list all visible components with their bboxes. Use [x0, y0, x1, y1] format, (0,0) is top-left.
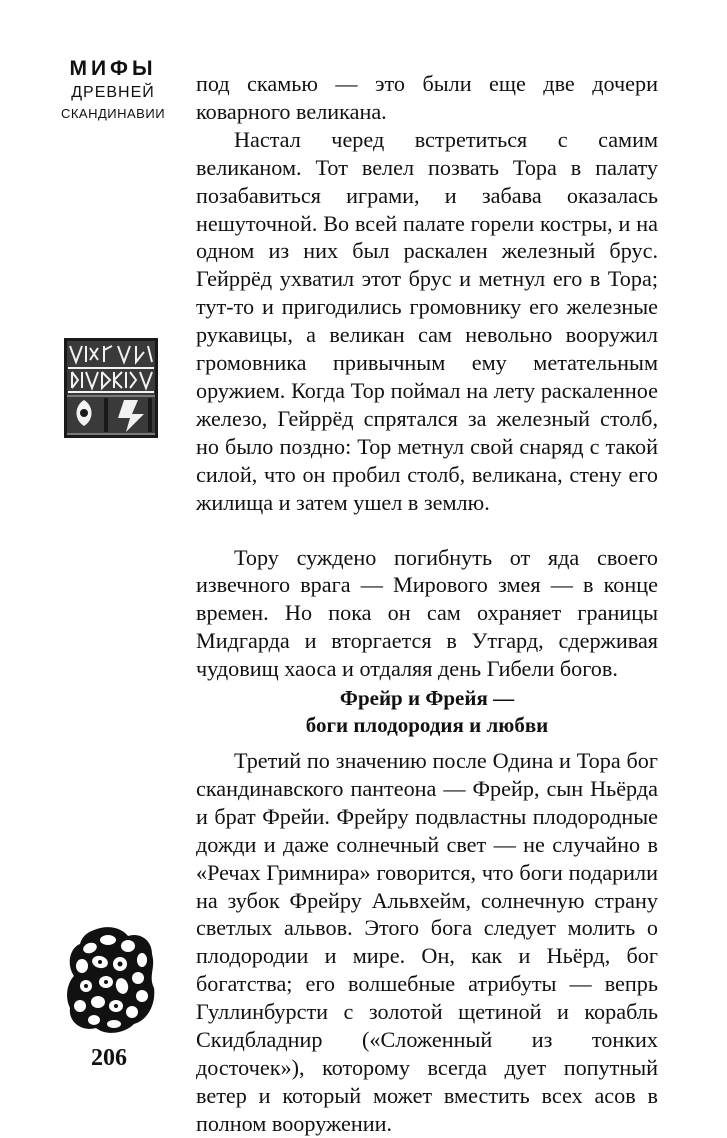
paragraph-4: Третий по значению после Одина и Тора бог скандинавского пантеона — Фрейр, сын Ньёрда и брат Фрейи. Фрейру подвластны плодородные дожди и даже солнечный свет — не случайно в «Речах Гримнира» говорится, что боги подарили на зубок Фрейру Альвхейм, солнечную страну светлых альвов. Этого бога следует молить о плодородии и мире. Он, как и Ньёрд, бог богатства; его волшебные атрибуты — вепрь Гуллинбурсти с золотой щетиной и корабль Скидбладнир («Сложенный из тонких досточек»), которому всегда дует попутный ветер и который может вместить всех асов в полном вооружении. [196, 748, 658, 1136]
section-heading [196, 685, 658, 739]
running-title-line2: ДРЕВНЕЙ [71, 84, 155, 101]
celtic-knot-icon [64, 924, 156, 1036]
section-heading-line1: Фрейр и Фрейя — [339, 686, 515, 711]
paragraph-1: под скамью — это были еще две дочери коварного великана. [196, 71, 658, 124]
section-heading-line2: боги плодородия и любви [305, 713, 549, 738]
running-title-line3: СКАНДИНАВИИ [60, 106, 166, 121]
runic-ornament-icon [64, 338, 158, 438]
running-title-line1: МИФЫ [69, 57, 157, 80]
main-text [196, 70, 658, 1138]
paragraph-gap [196, 517, 658, 544]
paragraph-3: Тору суждено погибнуть от яда своего извечного врага — Мирового змея — в конце времен. Но пока он сам охраняет границы Мидгарда и вторгается в Утгард, сдерживая чудовищ хаоса и отдаляя день Гибели богов. [196, 544, 658, 682]
running-title [54, 56, 172, 124]
paragraph-2: Настал черед встретиться с самим великаном. Тот велел позвать Тора в палату позабавиться играми, и забава оказалась нешуточной. Во всей палате горели костры, и на одном из них был раскален железный брус. Гейррёд ухватил этот брус и метнул его в Тора; тут-то и пригодились громовнику его железные рукавицы, а великан сам невольно вооружил громовника привычным ему метательным оружием. Когда Тор поймал на лету раскаленное железо, Гейррёд спрятался за железный столб, но было поздно: Тор метнул свой снаряд с такой силой, что он пробил столб, великана, стену его жилища и затем ушел в землю. [196, 126, 658, 515]
page-number: 206 [91, 1045, 127, 1071]
